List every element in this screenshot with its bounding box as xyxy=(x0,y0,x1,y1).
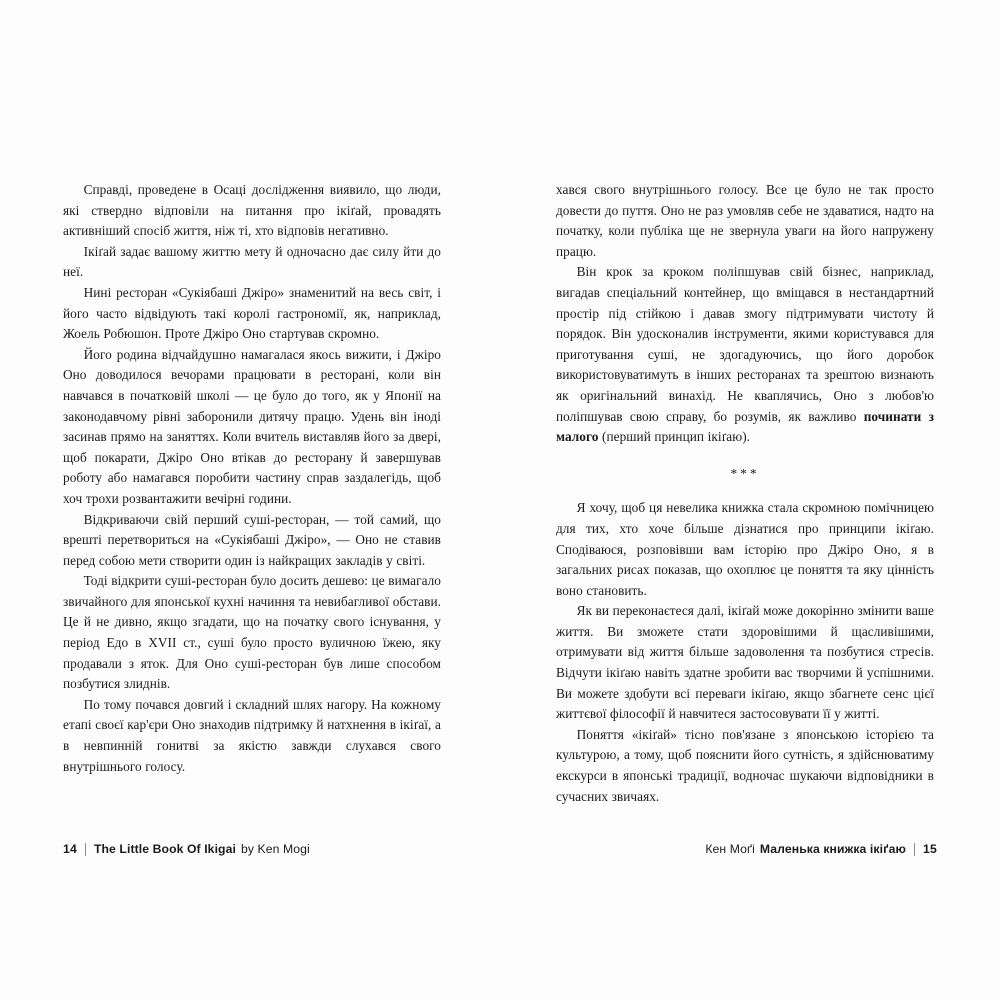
footer-book-title-en: The Little Book Of Ikigai xyxy=(93,842,236,856)
paragraph: Поняття «ікіґай» тісно пов'язане з японською історією та культурою, а тому, щоб пояснити його сутність, я здійснюватиму екскурси в японські традиції, водночас шукаючи відповідники в сучасних звичаях. xyxy=(556,726,934,804)
footer-divider xyxy=(85,843,86,856)
footer-book-title-uk: Маленька книжка ікіґаю xyxy=(759,842,907,856)
paragraph: Тоді відкрити суші-ресторан було досить дешево: це вимагало звичайного для японської кухні начиння та невибагливої обстави. Це й не дивно, якщо згадати, що на початку свого існування, у період Едо в XVII ст., суші було просто вуличною їжею, яку продавали з яток. Для Оно суші-ресторан був лише способом позбутися злиднів. xyxy=(63,573,441,692)
footer-right xyxy=(705,842,937,856)
paragraph: Його родина відчайдушно намагалася якось вижити, і Джіро Оно доводилося вечорами працювати в ресторані, коли він навчався в початковій школі — це було до того, як у Японії на законодавчому рівні заборонили дитячу працю. Удень він іноді засинав прямо на заняттях. Коли вчитель виставляв його за двері, щоб покарати, Джіро Оно втікав до ресторану й завершував роботу або намагався поробити частину справ заздалегідь, щоб хоч трохи розвантажити вечірні години. xyxy=(63,346,441,506)
paragraph: Відкриваючи свій перший суші-ресторан, — той самий, що врешті перетвориться на «Сукіябаші Джіро», — Оно не ставив перед собою мети створити один із найкращих закладів у світі. xyxy=(63,511,441,568)
paragraph-text-after: (перший принцип ікіґаю). xyxy=(598,429,751,445)
footer-left xyxy=(63,842,310,856)
footer-divider xyxy=(914,843,915,856)
paragraph: хався свого внутрішнього голосу. Все це було не так просто довести до пуття. Оно не раз умовляв себе не здаватися, надто на початку, коли публіка ще не звернула уваги на його напружену працю. xyxy=(556,182,934,259)
right-page-body xyxy=(556,180,934,807)
bold-principle-text: починати з малого xyxy=(556,408,934,445)
paragraph: Нині ресторан «Сукіябаші Джіро» знаменитий на весь світ, і його часто відвідують такі королі гастрономії, як, наприклад, Жоель Робюшон. Проте Джіро Оно стартував скромно. xyxy=(63,284,441,342)
paragraph: Справді, проведене в Осаці дослідження виявило, що люди, які ствердно відповіли на питання про ікіґай, провадять активніший спосіб життя, ніж ті, хто відповів негативно. xyxy=(63,182,441,239)
footer-book-author-en: by Ken Mogi xyxy=(240,842,310,856)
page-number-right: 15 xyxy=(923,842,937,856)
section-divider: *** xyxy=(730,465,760,481)
paragraph: Ікіґай задає вашому життю мету й одночасно дає силу йти до неї. xyxy=(63,243,441,280)
paragraph: Я хочу, щоб ця невелика книжка стала скромною помічницею для тих, хто хоче більше дізнатися про принципи ікіґаю. Сподіваюся, розповівши вам історію про Джіро Оно, я в загальних рисах показав, що охоплює це поняття та яку цінність воно становить. xyxy=(556,500,934,598)
paragraph: Як ви переконаєтеся далі, ікіґай може докорінно змінити ваше життя. Ви зможете стати здоровішими й щасливішими, отримувати від життя більше задоволення та позбутися стресів. Відчути ікіґаю навіть здатне зробити вас творчими й успішними. Ви можете здобути всі переваги ікіґаю, якщо збагнете сенс цієї життєвої філософії й навчитеся застосовувати її у житті. xyxy=(556,603,934,722)
paragraph-text-before: Він крок за кроком поліпшував свій бізнес, наприклад, вигадав спеціальний контейнер, що вміщався в нестандартний простір під стійкою і давав змогу підтримувати чистоту й порядок. Він удосконалив інструменти, якими користувався для приготування суші, не здогадуючись, що його доробок використовуватимуть в інших ресторанах та зрештою визнають як оригінальний винахід. Не кваплячись, Оно з любов'ю поліпшував свою справу, бо розумів, як важливо xyxy=(556,264,934,424)
right-page xyxy=(556,180,934,807)
left-page-body xyxy=(63,180,441,777)
page-number-left: 14 xyxy=(63,842,77,856)
paragraph: По тому почався довгий і складний шлях нагору. На кожному етапі своєї кар'єри Оно знаходив підтримку й натхнення в ікіґаї, а в невпинній гонитві за якістю завжди слухався свого внутрішнього голосу. xyxy=(63,696,441,774)
paragraph-with-bold xyxy=(556,262,934,447)
footer-book-author-uk: Кен Моґі xyxy=(705,842,755,856)
left-page xyxy=(63,180,441,777)
